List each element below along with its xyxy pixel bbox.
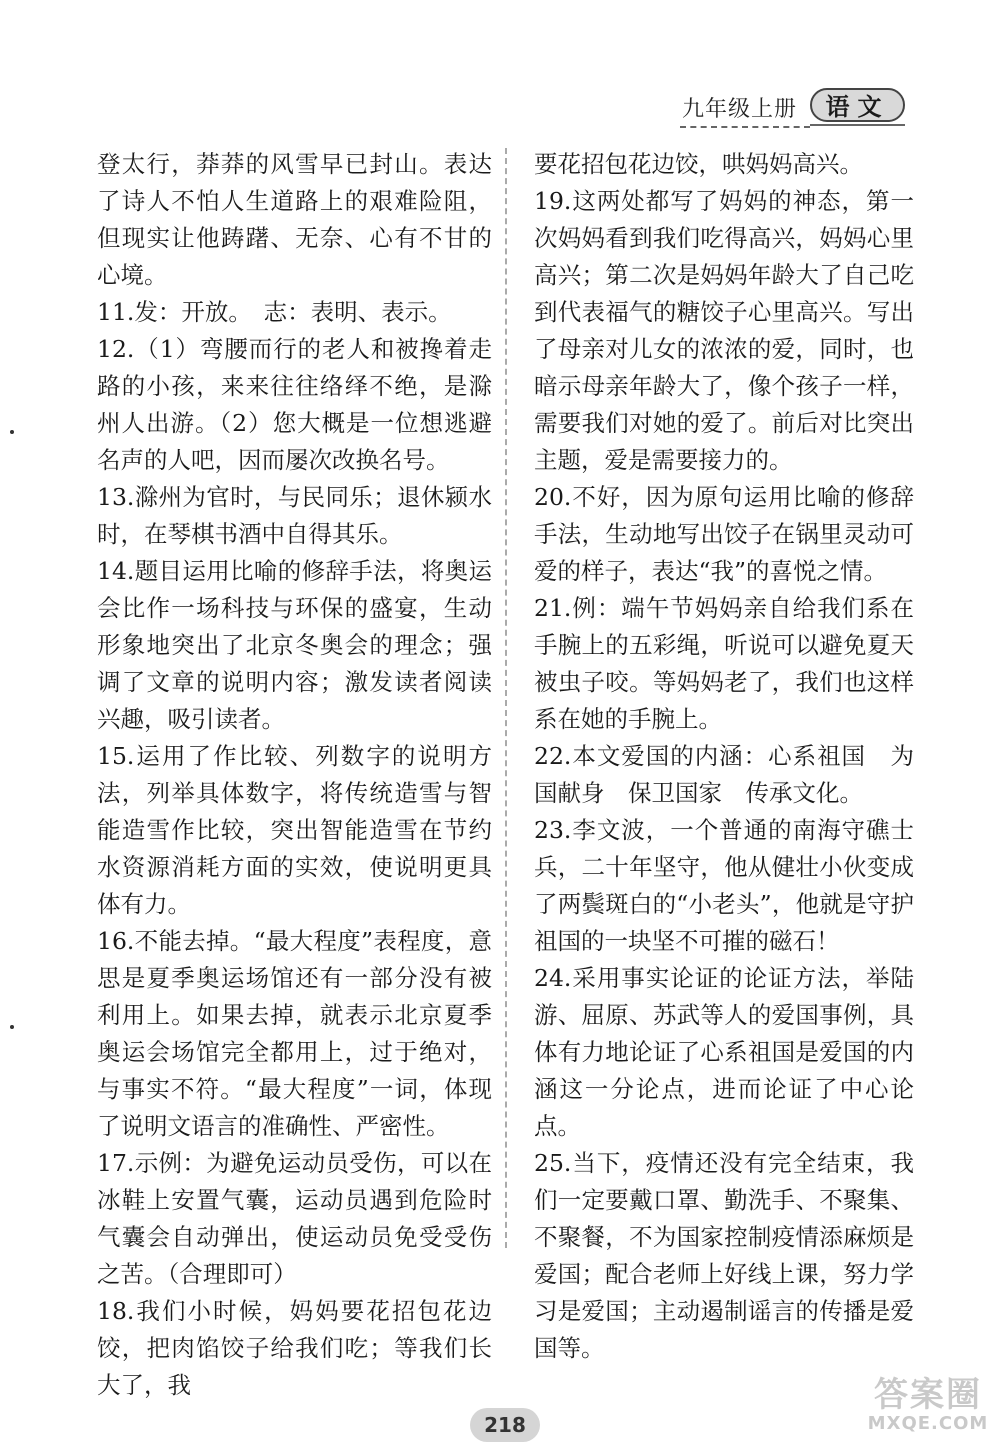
answer-paragraph: 要花招包花边饺，哄妈妈高兴。 bbox=[534, 150, 863, 178]
header-rule bbox=[680, 126, 810, 128]
answer-paragraph: 18.我们小时候，妈妈要花招包花边饺，把肉馅饺子给我们吃；等我们长大了，我 bbox=[97, 1297, 492, 1399]
watermark-title: 答案圈 bbox=[874, 1375, 982, 1415]
page-header bbox=[670, 84, 910, 134]
margin-dot bbox=[10, 1025, 14, 1029]
answer-paragraph: 15.运用了作比较、列数字的说明方法，列举具体数字，将传统造雪与智能造雪作比较，突出智能造雪在节约水资源消耗方面的实效，使说明更具体有力。 bbox=[97, 742, 492, 918]
header-rule bbox=[810, 124, 905, 126]
watermark-url: MXQE.COM bbox=[867, 1413, 989, 1434]
answer-paragraph: 22.本文爱国的内涵：心系祖国 为国献身 保卫国家 传承文化。 bbox=[534, 742, 914, 807]
answer-paragraph: 14.题目运用比喻的修辞手法，将奥运会比作一场科技与环保的盛宴，生动形象地突出了北京冬奥会的理念；强调了文章的说明内容；激发读者阅读兴趣，吸引读者。 bbox=[97, 557, 492, 733]
left-column bbox=[97, 146, 492, 1404]
subject-badge: 语文 bbox=[810, 88, 905, 122]
right-column bbox=[534, 146, 914, 1367]
grade-label: 九年级上册 bbox=[682, 97, 798, 122]
page-number: 218 bbox=[470, 1408, 540, 1442]
answer-paragraph: 16.不能去掉。“最大程度”表程度，意思是夏季奥运场馆还有一部分没有被利用上。如果去掉，就表示北京夏季奥运会场馆完全都用上，过于绝对，与事实不符。“最大程度”一词，体现了说明文语言的准确性、严密性。 bbox=[97, 927, 492, 1140]
answer-paragraph: 19.这两处都写了妈妈的神态，第一次妈妈看到我们吃得高兴，妈妈心里高兴；第二次是妈妈年龄大了自己吃到代表福气的糖饺子心里高兴。写出了母亲对儿女的浓浓的爱，同时，也暗示母亲年龄大了，像个孩子一样，需要我们对她的爱了。前后对比突出主题，爱是需要接力的。 bbox=[534, 187, 914, 474]
answer-paragraph: 25.当下，疫情还没有完全结束，我们一定要戴口罩、勤洗手、不聚集、不聚餐，不为国家控制疫情添麻烦是爱国；配合老师上好线上课，努力学习是爱国；主动遏制谣言的传播是爱国等。 bbox=[534, 1149, 914, 1362]
answer-paragraph: 21.例：端午节妈妈亲自给我们系在手腕上的五彩绳，听说可以避免夏天被虫子咬。等妈妈老了，我们也这样系在她的手腕上。 bbox=[534, 594, 914, 733]
column-divider bbox=[505, 148, 507, 1248]
margin-dot bbox=[10, 430, 14, 434]
answer-paragraph: 17.示例：为避免运动员受伤，可以在冰鞋上安置气囊，运动员遇到危险时气囊会自动弹出，使运动员免受受伤之苦。（合理即可） bbox=[97, 1149, 492, 1288]
answer-paragraph: 20.不好，因为原句运用比喻的修辞手法，生动地写出饺子在锅里灵动可爱的样子，表达“我”的喜悦之情。 bbox=[534, 483, 914, 585]
answer-paragraph: 13.滁州为官时，与民同乐；退休颍水时，在琴棋书酒中自得其乐。 bbox=[97, 483, 492, 548]
watermark-logo bbox=[866, 1376, 990, 1438]
answer-paragraph: 11.发：开放。 志：表明、表示。 bbox=[97, 298, 452, 326]
answer-paragraph: 12.（1）弯腰而行的老人和被搀着走路的小孩，来来往往络绎不绝，是滁州人出游。（2）您大概是一位想逃避名声的人吧，因而屡次改换名号。 bbox=[97, 335, 492, 474]
answer-paragraph: 24.采用事实论证的论证方法，举陆游、屈原、苏武等人的爱国事例，具体有力地论证了心系祖国是爱国的内涵这一分论点，进而论证了中心论点。 bbox=[534, 964, 914, 1140]
answer-paragraph: 登太行，莽莽的风雪早已封山。表达了诗人不怕人生道路上的艰难险阻，但现实让他踌躇、无奈、心有不甘的心境。 bbox=[97, 150, 492, 289]
answer-paragraph: 23.李文波，一个普通的南海守礁士兵，二十年坚守，他从健壮小伙变成了两鬓斑白的“小老头”，他就是守护祖国的一块坚不可摧的磁石！ bbox=[534, 816, 914, 955]
